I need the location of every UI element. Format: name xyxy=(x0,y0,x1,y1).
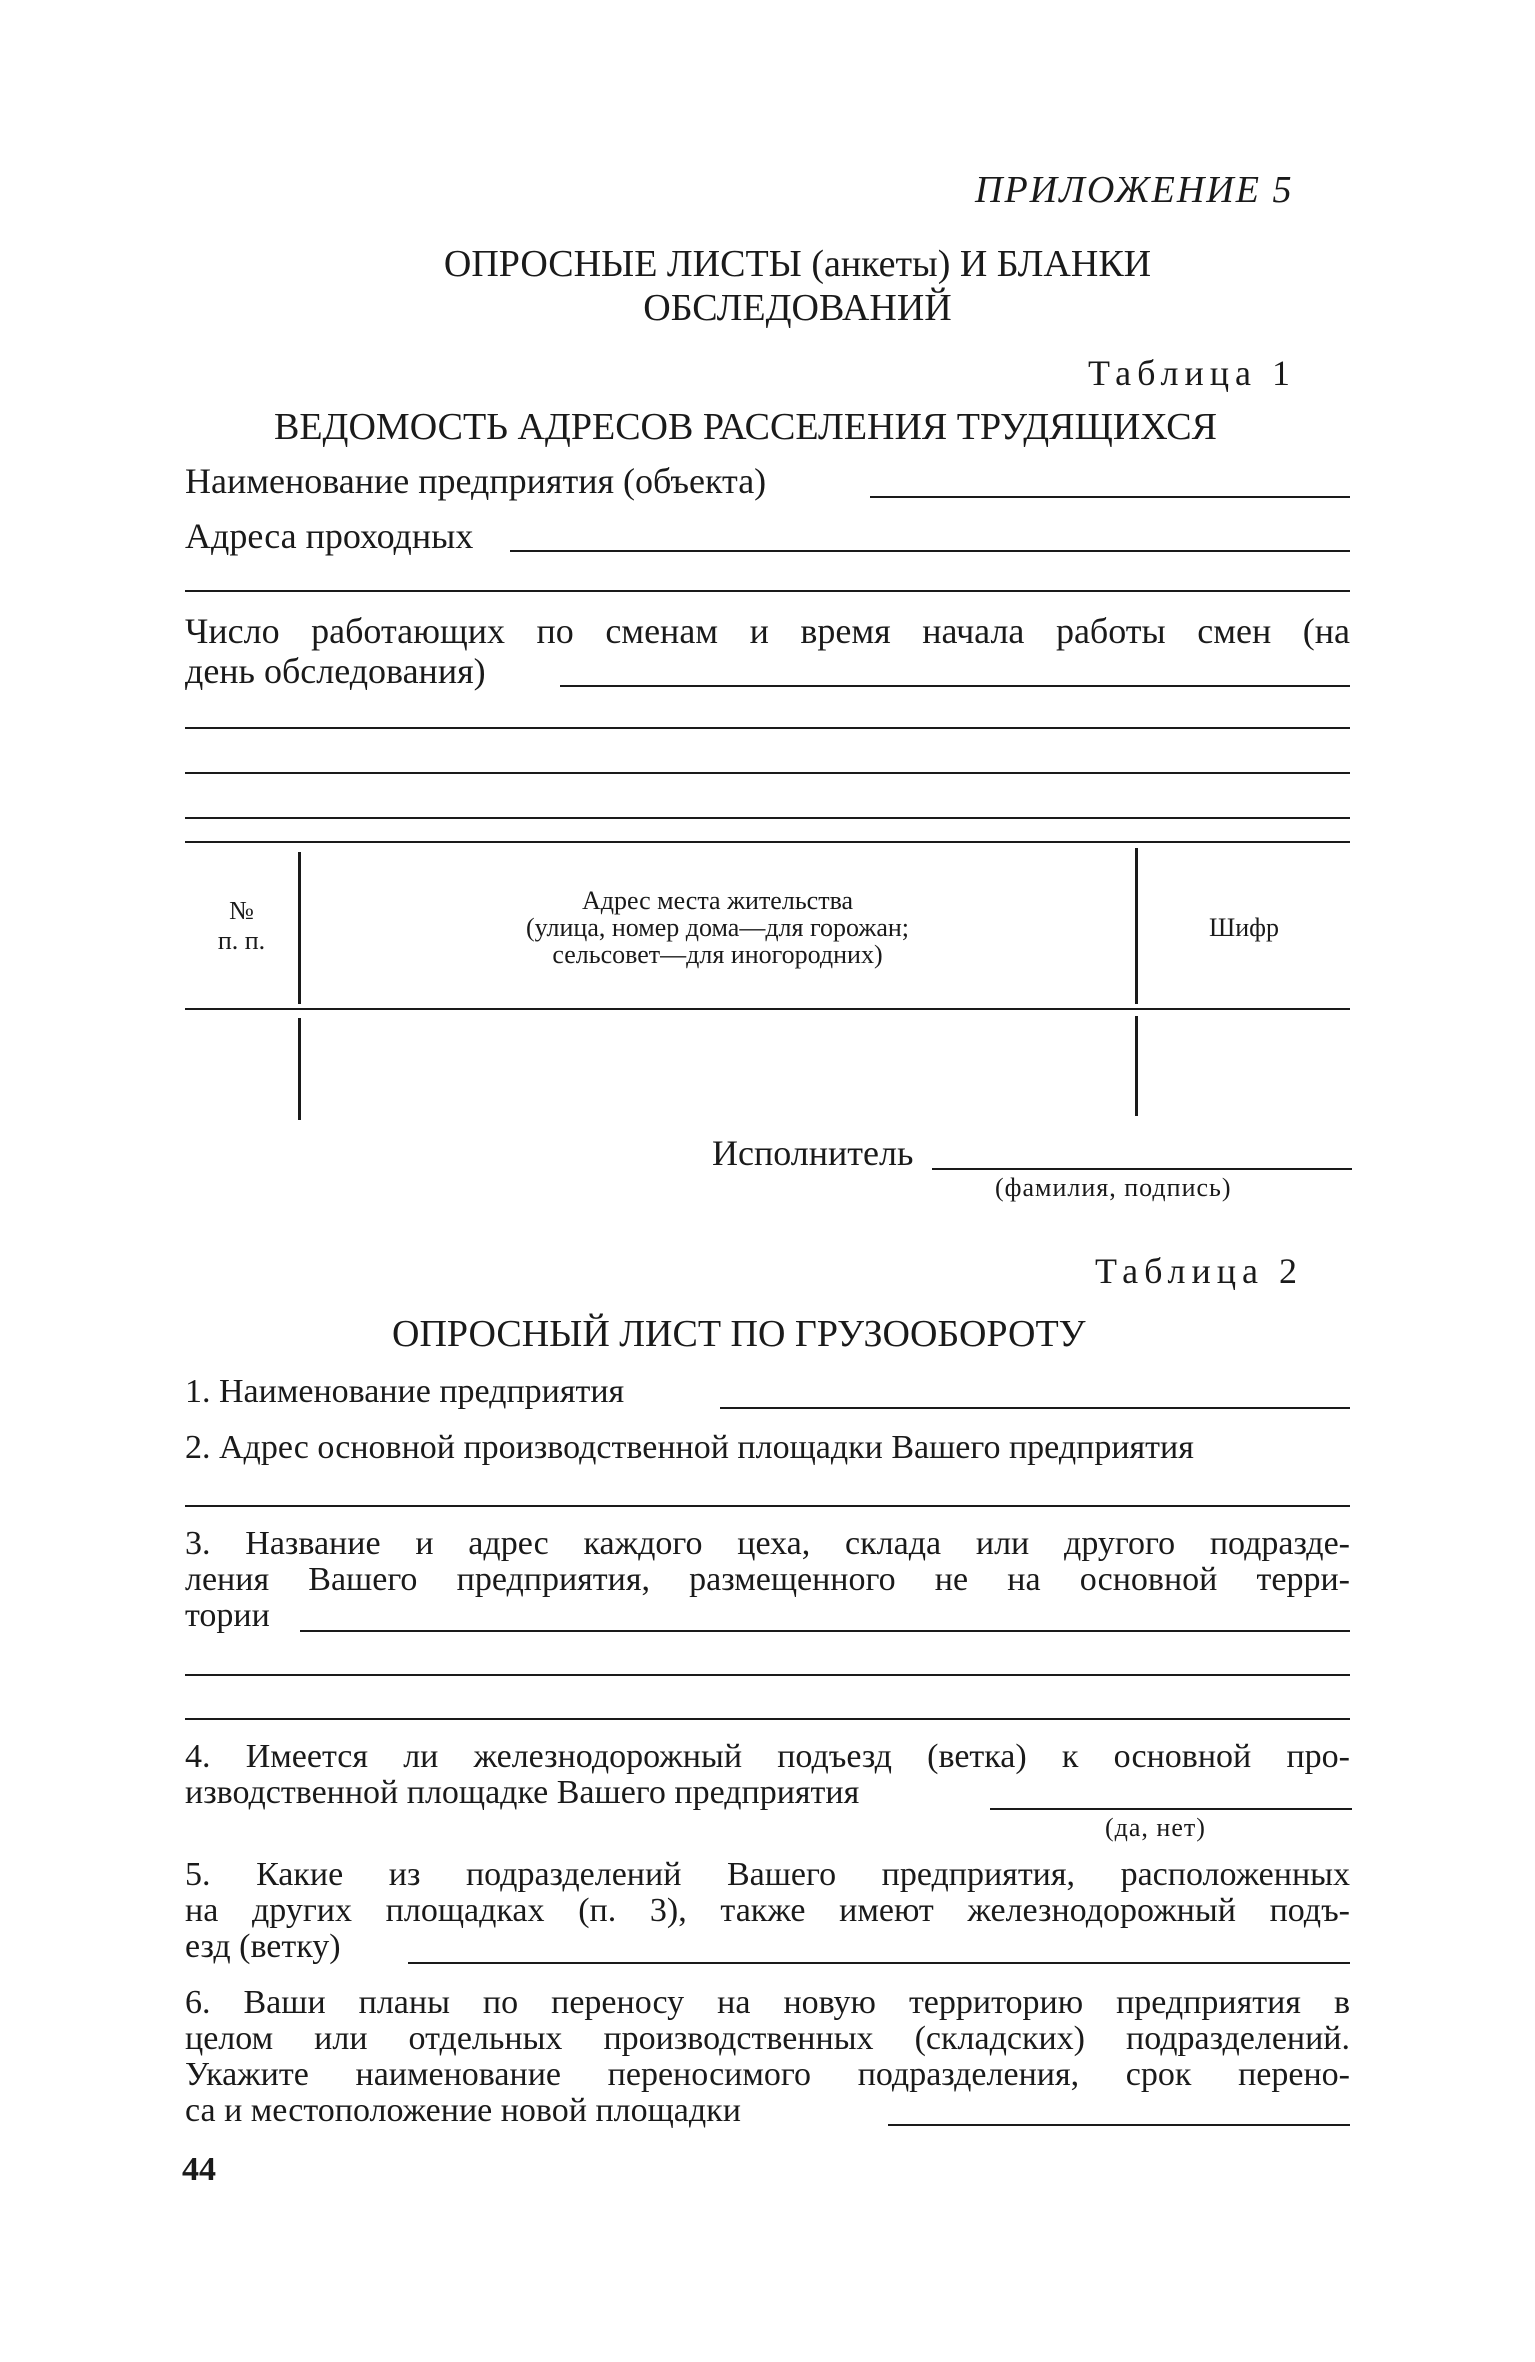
main-title-line1: ОПРОСНЫЕ ЛИСТЫ (анкеты) И БЛАНКИ xyxy=(443,243,1152,285)
main-title-line2: ОБСЛЕДОВАНИЙ xyxy=(643,287,952,329)
q6-line2: целом или отдельных производственных (складских) подразделений. xyxy=(185,2020,1350,2057)
table2-label: Таблица 2 xyxy=(1095,1251,1303,1291)
q5-line xyxy=(408,1962,1350,1964)
field-workers-line1: Число работающих по сменам и время начала работы смен (на xyxy=(185,611,1350,651)
col-header-code: Шифр xyxy=(1209,913,1279,942)
q3-line xyxy=(300,1630,1350,1632)
q1-line xyxy=(720,1407,1350,1409)
appendix-title: ПРИЛОЖЕНИЕ 5 xyxy=(975,169,1294,211)
q1-label: 1. Наименование предприятия xyxy=(185,1373,625,1410)
q4-line1: 4. Имеется ли железнодорожный подъезд (ветка) к основной про- xyxy=(185,1738,1350,1775)
col-header-address-line3: сельсовет—для иногородних) xyxy=(552,940,883,969)
col-header-address-line1: Адрес места жительства xyxy=(581,886,854,915)
table-col-divider-2-body xyxy=(1135,1016,1138,1116)
field-enterprise-label: Наименование предприятия (объекта) xyxy=(185,461,767,501)
executor-label: Исполнитель xyxy=(712,1133,914,1173)
q3-blank-line-2 xyxy=(185,1718,1350,1720)
q6-line3: Укажите наименование переносимого подразделения, срок перено- xyxy=(185,2056,1350,2093)
q2-line xyxy=(185,1505,1350,1507)
field-addresses-label: Адреса проходных xyxy=(185,516,474,556)
col-header-address-line2: (улица, номер дома—для горожан; xyxy=(526,913,909,942)
q3-line3: тории xyxy=(185,1597,270,1634)
col-header-num-line1: № xyxy=(229,896,254,925)
table2-title: ОПРОСНЫЙ ЛИСТ ПО ГРУЗООБОРОТУ xyxy=(392,1313,1086,1355)
q6-line4: са и местоположение новой площадки xyxy=(185,2092,741,2129)
field-enterprise-line xyxy=(870,496,1350,498)
q4-line2: изводственной площадке Вашего предприятия xyxy=(185,1774,860,1811)
q5-line2: на других площадках (п. 3), также имеют железнодорожный подъ- xyxy=(185,1892,1350,1929)
executor-hint: (фамилия, подпись) xyxy=(995,1173,1232,1202)
q2-label: 2. Адрес основной производственной площадки Вашего предприятия xyxy=(185,1429,1194,1466)
q5-line1: 5. Какие из подразделений Вашего предприятия, расположенных xyxy=(185,1856,1350,1893)
q3-line1: 3. Название и адрес каждого цеха, склада или другого подразде- xyxy=(185,1525,1350,1562)
page-number: 44 xyxy=(182,2151,216,2188)
executor-line xyxy=(932,1168,1352,1170)
col-header-num-line2: п. п. xyxy=(217,926,266,955)
q6-line xyxy=(888,2124,1350,2126)
table-top-border xyxy=(185,841,1350,843)
table1-title: ВЕДОМОСТЬ АДРЕСОВ РАССЕЛЕНИЯ ТРУДЯЩИХСЯ xyxy=(274,406,1217,448)
table-col-divider-1-body xyxy=(298,1018,301,1120)
table1-label: Таблица 1 xyxy=(1088,353,1296,393)
q3-line2: ления Вашего предприятия, размещенного не на основной терри- xyxy=(185,1561,1350,1598)
field-addresses-line2 xyxy=(185,590,1350,592)
table-header-border xyxy=(185,1008,1350,1010)
q6-line1: 6. Ваши планы по переносу на новую территорию предприятия в xyxy=(185,1984,1350,2021)
field-workers-line xyxy=(560,685,1350,687)
q4-hint: (да, нет) xyxy=(1105,1813,1206,1842)
field-workers-line2: день обследования) xyxy=(185,651,486,691)
blank-line-3 xyxy=(185,817,1350,819)
field-addresses-line xyxy=(510,550,1350,552)
blank-line-1 xyxy=(185,727,1350,729)
q4-line xyxy=(990,1808,1352,1810)
q3-blank-line-1 xyxy=(185,1674,1350,1676)
q5-line3: езд (ветку) xyxy=(185,1928,341,1965)
blank-line-2 xyxy=(185,772,1350,774)
